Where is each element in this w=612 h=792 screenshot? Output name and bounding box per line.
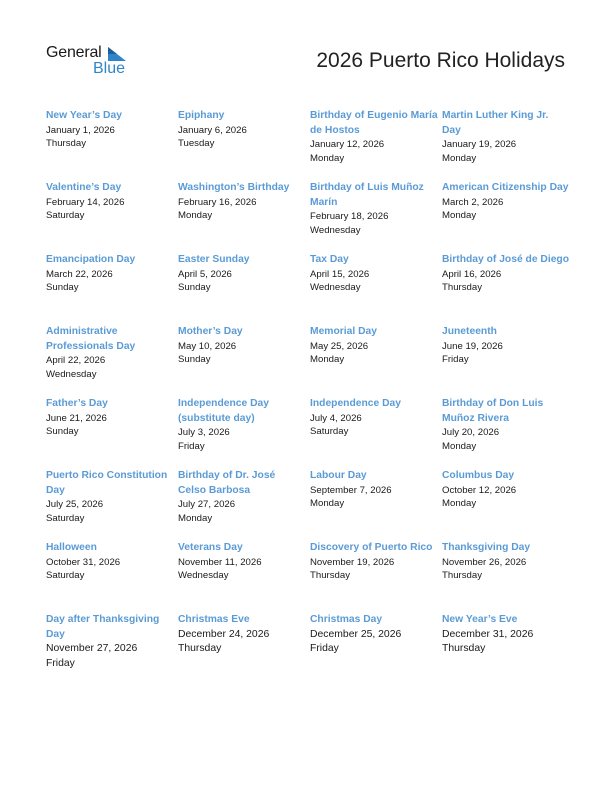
holiday-item [310,469,442,541]
holiday-name: Labour Day [310,470,367,481]
holiday-name: Birthday of Luis Muñoz Marín [310,182,424,208]
holiday-date: February 18, 2026 [310,211,389,222]
holiday-date: April 5, 2026 [178,268,232,280]
holiday-item [310,541,442,613]
holiday-item [442,541,574,613]
holiday-name: Day after Thanksgiving Day [46,614,160,640]
holiday-name: Independence Day (substitute day) [178,398,269,424]
holiday-name: Valentine’s Day [46,182,122,193]
holiday-name: Birthday of José de Diego [442,254,570,265]
holiday-grid [46,109,574,685]
holiday-weekday: Wednesday [178,570,229,581]
holiday-name: Martin Luther King Jr. Day [442,110,549,136]
holiday-name: Independence Day [310,398,401,409]
holiday-weekday: Monday [442,210,477,221]
holiday-date: January 1, 2026 [46,124,115,136]
holiday-item [442,181,574,253]
holiday-weekday: Monday [310,152,345,164]
holiday-weekday: Tuesday [178,138,215,149]
holiday-weekday: Thursday [442,643,486,654]
holiday-weekday: Monday [442,152,477,164]
holiday-weekday: Saturday [46,570,85,581]
holiday-weekday: Monday [178,210,213,221]
holiday-date: December 24, 2026 [178,628,270,640]
holiday-date: December 25, 2026 [310,628,402,640]
holiday-weekday: Monday [178,512,213,524]
holiday-item [178,253,310,325]
holiday-item [46,109,178,181]
holiday-weekday: Sunday [46,282,79,293]
holiday-item [178,397,310,469]
holiday-date: April 15, 2026 [310,268,370,280]
holiday-weekday: Saturday [310,426,349,437]
holiday-date: March 22, 2026 [46,268,113,280]
holiday-item [442,109,574,181]
holiday-date: January 19, 2026 [442,139,517,150]
holiday-item [442,397,574,469]
logo-word-blue: Blue [93,60,126,77]
holiday-item [178,469,310,541]
holiday-weekday: Friday [310,643,339,654]
holiday-date: November 19, 2026 [310,556,395,568]
holiday-date: October 31, 2026 [46,556,121,568]
holiday-date: July 4, 2026 [310,412,362,424]
holiday-item [46,469,178,541]
holiday-item [310,253,442,325]
holiday-name: New Year’s Day [46,110,122,121]
holiday-date: May 10, 2026 [178,340,237,352]
holiday-weekday: Monday [310,354,345,365]
holiday-weekday: Thursday [442,570,482,581]
holiday-name: Memorial Day [310,326,377,337]
holiday-name: Emancipation Day [46,254,136,265]
holiday-date: June 21, 2026 [46,412,107,424]
holiday-weekday: Thursday [442,282,482,293]
holiday-name: Father’s Day [46,398,108,409]
holiday-weekday: Sunday [178,354,211,365]
holiday-name: Washington’s Birthday [178,182,290,193]
holiday-name: Tax Day [310,254,349,265]
holiday-item [178,181,310,253]
holiday-name: Christmas Eve [178,614,250,625]
holiday-item [178,613,310,685]
holiday-weekday: Thursday [178,643,222,654]
holiday-date: June 19, 2026 [442,340,503,352]
holiday-date: September 7, 2026 [310,484,392,496]
holiday-weekday: Friday [442,354,469,365]
holiday-weekday: Monday [310,498,345,509]
holiday-weekday: Friday [46,657,75,669]
holiday-item [442,613,574,685]
holiday-name: Easter Sunday [178,254,250,265]
holiday-date: November 26, 2026 [442,556,527,568]
holiday-date: March 2, 2026 [442,196,504,208]
holiday-weekday: Wednesday [46,368,97,380]
holiday-date: February 16, 2026 [178,196,257,208]
holiday-name: American Citizenship Day [442,182,569,193]
holiday-item [46,541,178,613]
holiday-date: May 25, 2026 [310,340,369,352]
holiday-name: Birthday of Don Luis Muñoz Rivera [442,398,544,424]
holiday-item [46,181,178,253]
holiday-name: New Year’s Eve [442,614,518,625]
holiday-date: April 22, 2026 [46,355,106,366]
holiday-item [310,613,442,685]
holiday-date: December 31, 2026 [442,628,534,640]
holiday-weekday: Wednesday [310,224,361,236]
holiday-name: Columbus Day [442,470,515,481]
holiday-weekday: Monday [442,498,477,509]
holiday-date: October 12, 2026 [442,484,517,496]
holiday-item [442,325,574,397]
holiday-weekday: Thursday [310,570,350,581]
holiday-item [178,109,310,181]
holiday-name: Veterans Day [178,542,243,553]
blue-triangle-flag-icon [108,47,126,61]
holiday-weekday: Sunday [178,282,211,293]
holiday-date: July 27, 2026 [178,499,236,510]
holiday-date: February 14, 2026 [46,196,125,208]
holiday-name: Juneteenth [442,326,497,337]
holiday-weekday: Wednesday [310,282,361,293]
holiday-date: July 25, 2026 [46,499,104,510]
holiday-date: January 12, 2026 [310,139,385,150]
holiday-item [442,469,574,541]
holiday-weekday: Sunday [46,426,79,437]
holiday-item [46,253,178,325]
holiday-date: July 20, 2026 [442,427,500,438]
holiday-item [310,109,442,181]
holiday-name: Birthday of Dr. José Celso Barbosa [178,470,276,496]
holiday-item [310,181,442,253]
holiday-item [46,397,178,469]
holiday-date: January 6, 2026 [178,124,247,136]
holiday-weekday: Friday [178,440,205,452]
holiday-date: July 3, 2026 [178,427,230,438]
holiday-item [310,397,442,469]
page-title: 2026 Puerto Rico Holidays [316,49,565,72]
logo [46,44,136,78]
holiday-weekday: Monday [442,440,477,452]
holiday-weekday: Saturday [46,512,85,524]
logo-word-general: General [46,44,102,61]
holiday-item [310,325,442,397]
holiday-name: Mother’s Day [178,326,243,337]
holiday-item [46,613,178,685]
holiday-name: Epiphany [178,110,225,121]
holiday-weekday: Saturday [46,210,85,221]
holiday-name: Halloween [46,542,97,553]
holiday-name: Christmas Day [310,614,383,625]
holiday-item [46,325,178,397]
holiday-date: November 11, 2026 [178,556,262,568]
holiday-name: Birthday of Eugenio María de Hostos [310,110,438,136]
holiday-name: Thanksgiving Day [442,542,531,553]
holiday-date: November 27, 2026 [46,643,138,654]
holiday-item [178,541,310,613]
holiday-item [178,325,310,397]
holiday-name: Administrative Professionals Day [46,326,136,352]
holiday-name: Discovery of Puerto Rico [310,542,433,553]
holiday-weekday: Thursday [46,138,86,149]
holiday-name: Puerto Rico Constitution Day [46,470,168,496]
holiday-date: April 16, 2026 [442,268,502,280]
holiday-item [442,253,574,325]
